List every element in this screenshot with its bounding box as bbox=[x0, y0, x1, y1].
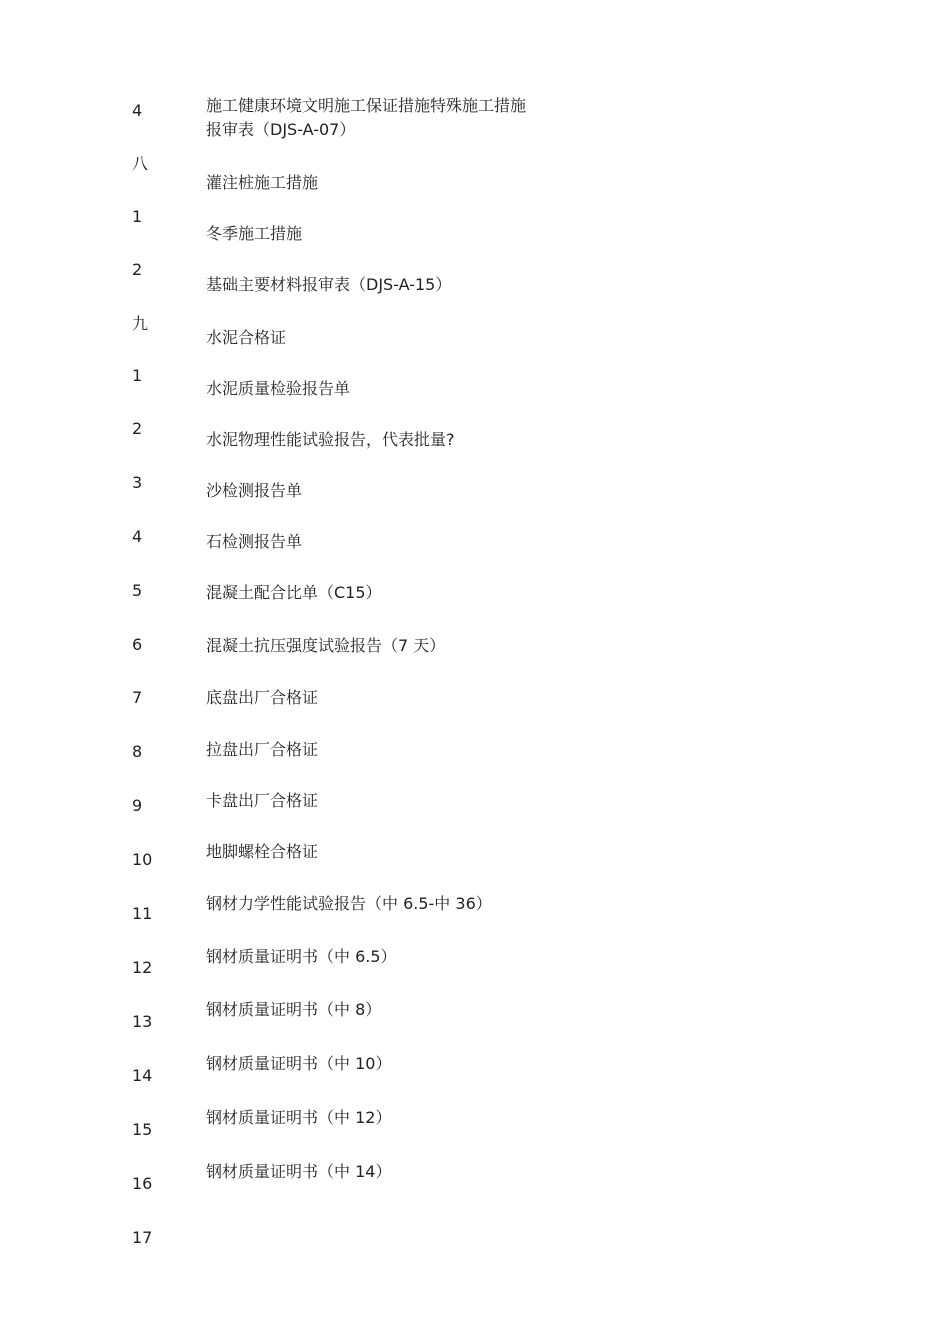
item-text: 钢材质量证明书（中 14） bbox=[206, 1162, 392, 1181]
item-text: 基础主要材料报审表（DJS-A-15） bbox=[206, 275, 452, 294]
item-text: 灌注桩施工措施 bbox=[206, 173, 319, 192]
row-number: 14 bbox=[132, 1066, 153, 1085]
item-text: 水泥合格证 bbox=[206, 328, 287, 347]
section-number: 九 bbox=[132, 314, 149, 333]
item-text: 拉盘出厂合格证 bbox=[206, 740, 319, 759]
item-text: 水泥物理性能试验报告，代表批量? bbox=[206, 430, 455, 449]
item-text: 钢材力学性能试验报告（中 6.5-中 36） bbox=[206, 894, 492, 913]
item-text: 混凝土配合比单（C15） bbox=[206, 583, 382, 602]
row-number: 11 bbox=[132, 904, 153, 923]
item-text: 钢材质量证明书（中 10） bbox=[206, 1054, 392, 1073]
row-number: 1 bbox=[132, 207, 143, 226]
item-text: 钢材质量证明书（中 6.5） bbox=[206, 947, 397, 966]
row-number: 9 bbox=[132, 796, 143, 815]
row-number: 16 bbox=[132, 1174, 153, 1193]
row-number: 17 bbox=[132, 1228, 153, 1247]
row-number: 12 bbox=[132, 958, 153, 977]
item-text: 地脚螺栓合格证 bbox=[206, 842, 319, 861]
item-text: 石检测报告单 bbox=[206, 532, 303, 551]
row-number: 2 bbox=[132, 419, 143, 438]
item-text: 卡盘出厂合格证 bbox=[206, 791, 319, 810]
row-number: 4 bbox=[132, 527, 143, 546]
row-number: 8 bbox=[132, 742, 143, 761]
row-number: 15 bbox=[132, 1120, 153, 1139]
row-number: 4 bbox=[132, 101, 143, 120]
item-text: 冬季施工措施 bbox=[206, 224, 303, 243]
row-number: 13 bbox=[132, 1012, 153, 1031]
section-number: 八 bbox=[132, 154, 149, 173]
row-number: 7 bbox=[132, 688, 143, 707]
item-text: 水泥质量检验报告单 bbox=[206, 379, 351, 398]
row-number: 1 bbox=[132, 366, 143, 385]
row-number: 6 bbox=[132, 635, 143, 654]
item-text: 底盘出厂合格证 bbox=[206, 688, 319, 707]
row-number: 2 bbox=[132, 260, 143, 279]
item-text: 施工健康环境文明施工保证措施特殊施工措施报审表（DJS-A-07） bbox=[206, 96, 527, 139]
item-text: 钢材质量证明书（中 8） bbox=[206, 1000, 382, 1019]
row-number: 10 bbox=[132, 850, 153, 869]
item-text: 钢材质量证明书（中 12） bbox=[206, 1108, 392, 1127]
item-text: 沙检测报告单 bbox=[206, 481, 303, 500]
row-number: 5 bbox=[132, 581, 143, 600]
row-number: 3 bbox=[132, 473, 143, 492]
item-text: 混凝土抗压强度试验报告（7 天） bbox=[206, 636, 446, 655]
